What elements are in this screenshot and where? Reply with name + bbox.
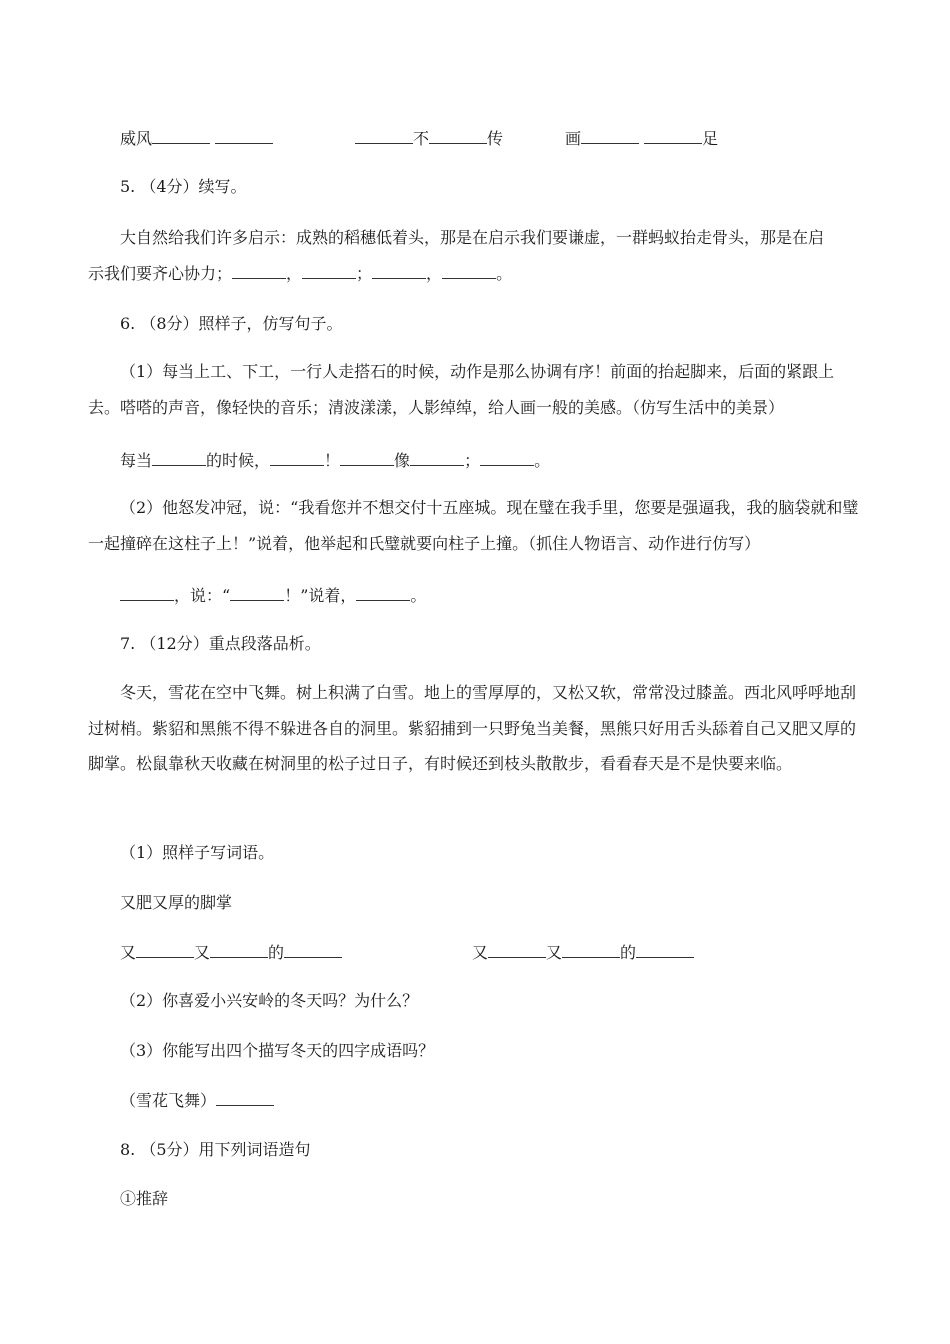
q4-blanks-group3: [565, 127, 718, 150]
q4-word-mid: 不: [413, 129, 430, 148]
template-text: 像: [394, 451, 411, 470]
q4-blanks-group2: [355, 127, 503, 150]
q7-sub3-label: （3）你能写出四个描写冬天的四字成语吗？: [120, 1041, 435, 1060]
answer-blank[interactable]: [480, 449, 534, 466]
q7-sub1-example: 又肥又厚的脚掌: [120, 893, 233, 912]
answer-blank[interactable]: [488, 941, 546, 958]
answer-blank[interactable]: [152, 449, 206, 466]
q7-sub3-example: [120, 1089, 274, 1112]
template-text: 的: [268, 943, 285, 962]
q6-sub2-template: [120, 584, 426, 607]
q4-blanks-line: [120, 127, 273, 150]
q6-sub1-template: [120, 449, 550, 472]
q7-header: 7. （12分）重点段落品析。: [120, 634, 321, 653]
q7-sub2-label: （2）你喜爱小兴安岭的冬天吗？为什么？: [120, 991, 419, 1010]
punctuation: 。: [496, 264, 513, 283]
example-text: （雪花飞舞）: [120, 1091, 217, 1110]
answer-blank[interactable]: [372, 262, 426, 279]
answer-blank[interactable]: [340, 449, 394, 466]
template-text: 又: [194, 943, 211, 962]
answer-blank[interactable]: [644, 127, 702, 144]
template-text: ；: [464, 451, 481, 470]
q7-sub1-label: （1）照样子写词语。: [120, 843, 275, 862]
answer-blank[interactable]: [152, 127, 210, 144]
template-text: 。: [534, 451, 551, 470]
template-text: 每当: [120, 451, 153, 470]
punctuation: ，: [286, 264, 303, 283]
q5-header: 5. （4分）续写。: [120, 177, 247, 196]
answer-blank[interactable]: [216, 1089, 274, 1106]
template-text: 。: [410, 586, 427, 605]
answer-blank[interactable]: [215, 127, 273, 144]
q5-passage-line2: [88, 262, 512, 285]
q8-header: 8. （5分）用下列词语造句: [120, 1140, 311, 1159]
answer-blank[interactable]: [356, 584, 410, 601]
q7-passage: 冬天，雪花在空中飞舞。树上积满了白雪。地上的雪厚厚的，又松又软，常常没过膝盖。西北风呼呼地刮过树梢。紫貂和黑熊不得不躲进各自的洞里。紫貂捕到一只野兔当美餐，黑熊只好用舌头舔着自己又肥又厚的脚掌。松鼠靠秋天收藏在树洞里的松子过日子，有时候还到枝头散散步，看看春天是不是快要来临。: [88, 683, 857, 773]
answer-blank[interactable]: [230, 584, 284, 601]
q6-header: 6. （8分）照样子，仿写句子。: [120, 314, 343, 333]
q6-sub2-text: （2）他怒发冲冠，说：“我看您并不想交付十五座城。现在璧在我手里，您要是强逼我，我的脑袋就和璧一起撞碎在这柱子上！”说着，他举起和氏璧就要向柱子上撞。（抓住人物语言、动作进行仿写）: [88, 498, 859, 553]
answer-blank[interactable]: [636, 941, 694, 958]
answer-blank[interactable]: [302, 262, 356, 279]
template-text: 又: [546, 943, 563, 962]
answer-blank[interactable]: [210, 941, 268, 958]
q4-word-start: 画: [565, 129, 582, 148]
template-text: ，说：“: [174, 586, 231, 605]
answer-blank[interactable]: [429, 127, 487, 144]
answer-blank[interactable]: [442, 262, 496, 279]
template-text: 的时候，: [206, 451, 271, 470]
template-text: ！: [324, 451, 341, 470]
answer-blank[interactable]: [136, 941, 194, 958]
template-text: 的: [620, 943, 637, 962]
answer-blank[interactable]: [410, 449, 464, 466]
answer-blank[interactable]: [562, 941, 620, 958]
q5-passage-prefix: 示我们要齐心协力；: [88, 264, 233, 283]
q5-passage-line1: 大自然给我们许多启示：成熟的稻穗低着头，那是在启示我们要谦虚，一群蚂蚁抬走骨头，那是在启: [120, 228, 825, 247]
template-text: 又: [120, 943, 137, 962]
punctuation: ，: [426, 264, 443, 283]
answer-blank[interactable]: [355, 127, 413, 144]
answer-blank[interactable]: [581, 127, 639, 144]
q7-sub1-template-a: [120, 941, 342, 964]
answer-blank[interactable]: [270, 449, 324, 466]
q4-word-end: 足: [702, 129, 719, 148]
punctuation: ；: [356, 264, 373, 283]
q4-word-end: 传: [487, 129, 504, 148]
answer-blank[interactable]: [284, 941, 342, 958]
answer-blank[interactable]: [232, 262, 286, 279]
template-text: ！”说着，: [284, 586, 357, 605]
q6-sub1-text: （1）每当上工、下工，一行人走搭石的时候，动作是那么协调有序！前面的抬起脚来，后面的紧跟上去。嗒嗒的声音，像轻快的音乐；清波漾漾，人影绰绰，给人画一般的美感。（仿写生活中的美景）: [88, 362, 835, 417]
q4-word-start: 威风: [120, 129, 153, 148]
template-text: 又: [472, 943, 489, 962]
q8-item1: ①推辞: [120, 1189, 169, 1208]
answer-blank[interactable]: [120, 584, 174, 601]
q7-sub1-template-b: [472, 941, 694, 964]
